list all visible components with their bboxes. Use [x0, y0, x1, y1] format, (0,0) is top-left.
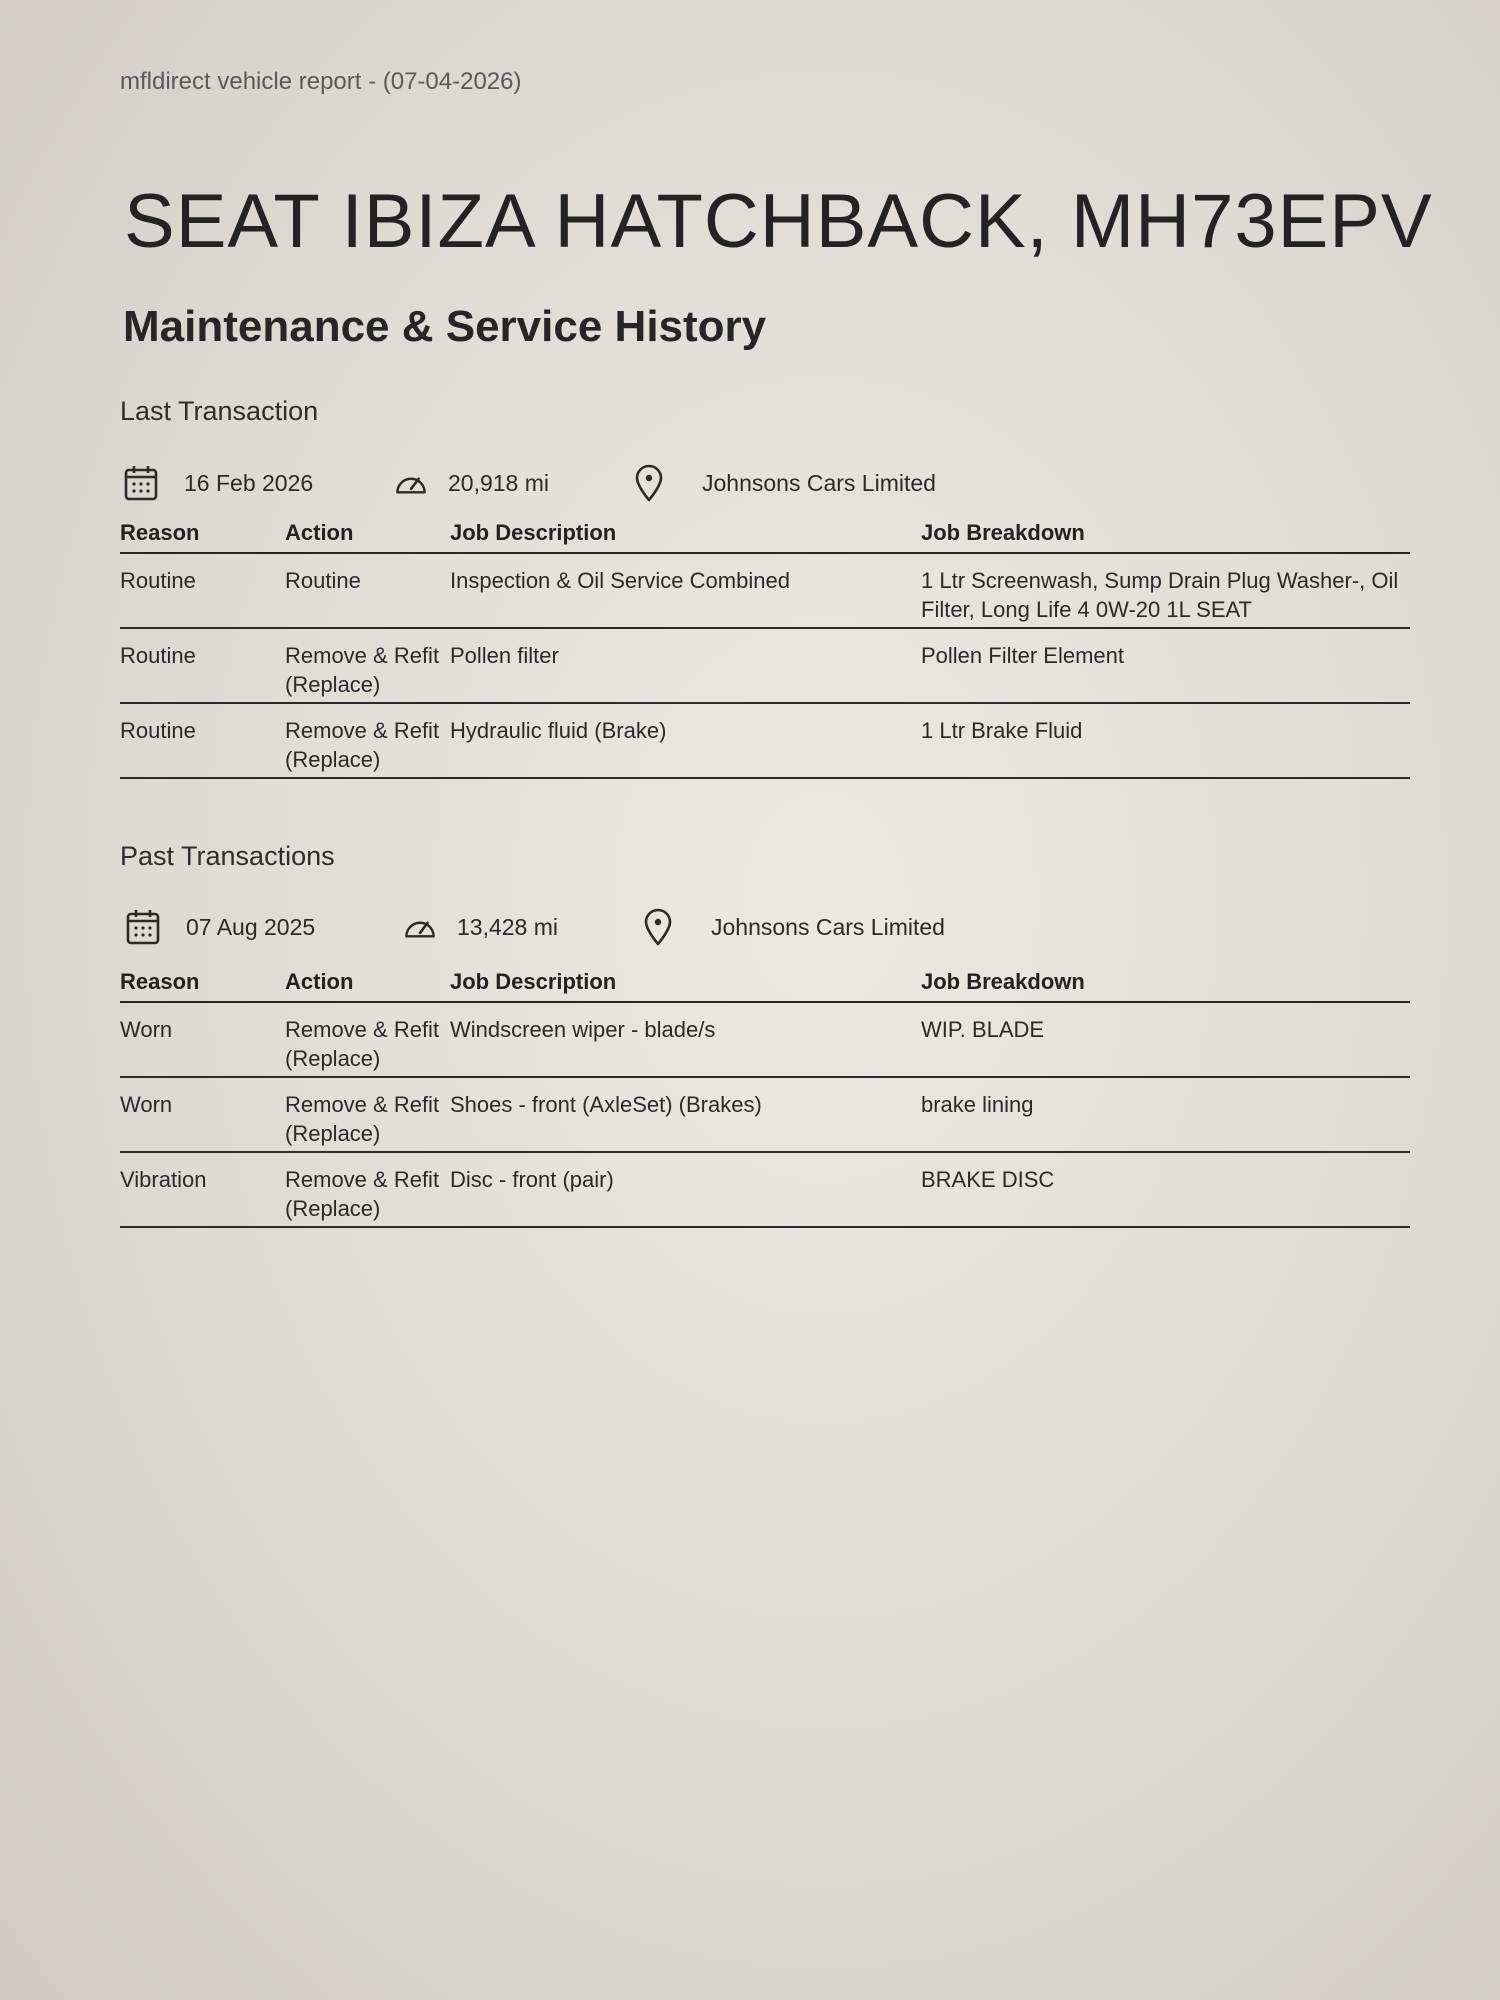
calendar-icon [124, 464, 158, 502]
reason-cell: Vibration [120, 1167, 207, 1192]
mileage-text: 13,428 mi [457, 913, 559, 940]
reason-cell: Worn [120, 1017, 173, 1042]
job-description-cell: Shoes - front (AxleSet) (Brakes) [450, 1092, 762, 1117]
job-breakdown-cell: Pollen Filter Element [921, 643, 1124, 668]
header-reason: Reason [120, 969, 200, 994]
job-breakdown-cell: BRAKE DISC [921, 1167, 1055, 1192]
table-row [120, 1078, 1410, 1153]
past-transaction-meta [120, 906, 1120, 948]
past-transaction-location [641, 906, 945, 948]
header-job-breakdown: Job Breakdown [921, 520, 1085, 545]
action-cell: Remove & Refit (Replace) [285, 718, 440, 772]
location-pin-icon [632, 464, 666, 502]
header-job-description: Job Description [450, 520, 617, 545]
job-breakdown-cell: brake lining [921, 1092, 1034, 1117]
table-header-row [120, 512, 1410, 554]
header-reason: Reason [120, 520, 200, 545]
job-description-cell: Inspection & Oil Service Combined [450, 568, 790, 593]
job-breakdown-cell: 1 Ltr Brake Fluid [921, 718, 1083, 743]
action-cell: Routine [285, 568, 361, 593]
table-row [120, 1003, 1410, 1078]
report-header: mfldirect vehicle report - (07-04-2026) [120, 68, 522, 95]
last-transaction-location [632, 462, 936, 504]
header-job-breakdown: Job Breakdown [921, 969, 1085, 994]
past-transactions-table [120, 961, 1410, 1228]
reason-cell: Routine [120, 643, 196, 668]
reason-cell: Routine [120, 568, 196, 593]
calendar-icon [126, 908, 160, 946]
action-cell: Remove & Refit (Replace) [285, 1167, 440, 1221]
job-description-cell: Hydraulic fluid (Brake) [450, 718, 667, 743]
header-action: Action [285, 520, 354, 545]
header-job-description: Job Description [450, 969, 617, 994]
past-transactions-title: Past Transactions [120, 841, 335, 871]
location-text: Johnsons Cars Limited [702, 469, 936, 496]
speedometer-icon [394, 464, 428, 502]
report-page [120, 0, 1433, 2000]
last-transaction-title: Last Transaction [120, 396, 319, 426]
table-row [120, 629, 1410, 704]
action-cell: Remove & Refit (Replace) [285, 1092, 440, 1146]
past-transaction-date [126, 906, 315, 948]
header-action: Action [285, 969, 354, 994]
table-row [120, 1153, 1410, 1228]
date-text: 16 Feb 2026 [184, 469, 314, 496]
table-header-row [120, 961, 1410, 1003]
action-cell: Remove & Refit (Replace) [285, 643, 440, 697]
action-cell: Remove & Refit (Replace) [285, 1017, 440, 1071]
last-transaction-mileage [394, 462, 549, 504]
job-description-cell: Windscreen wiper - blade/s [450, 1017, 716, 1042]
job-breakdown-cell: 1 Ltr Screenwash, Sump Drain Plug Washer-, Oil Filter, Long Life 4 0W-20 1L SEAT [921, 568, 1399, 622]
table-row [120, 704, 1410, 779]
reason-cell: Worn [120, 1092, 173, 1117]
reason-cell: Routine [120, 718, 196, 743]
date-text: 07 Aug 2025 [186, 913, 316, 940]
table-row [120, 554, 1410, 629]
section-heading: Maintenance & Service History [123, 302, 767, 351]
job-breakdown-cell: WIP. BLADE [921, 1017, 1045, 1042]
vehicle-title: SEAT IBIZA HATCHBACK, MH73EPV [124, 179, 1433, 264]
location-pin-icon [641, 908, 675, 946]
location-text: Johnsons Cars Limited [711, 913, 945, 940]
past-transaction-mileage [403, 906, 558, 948]
job-description-cell: Disc - front (pair) [450, 1167, 614, 1192]
mileage-text: 20,918 mi [448, 469, 550, 496]
last-transaction-date [124, 462, 313, 504]
job-description-cell: Pollen filter [450, 643, 559, 668]
last-transaction-table [120, 512, 1410, 779]
last-transaction-meta [120, 462, 1120, 504]
speedometer-icon [403, 908, 437, 946]
